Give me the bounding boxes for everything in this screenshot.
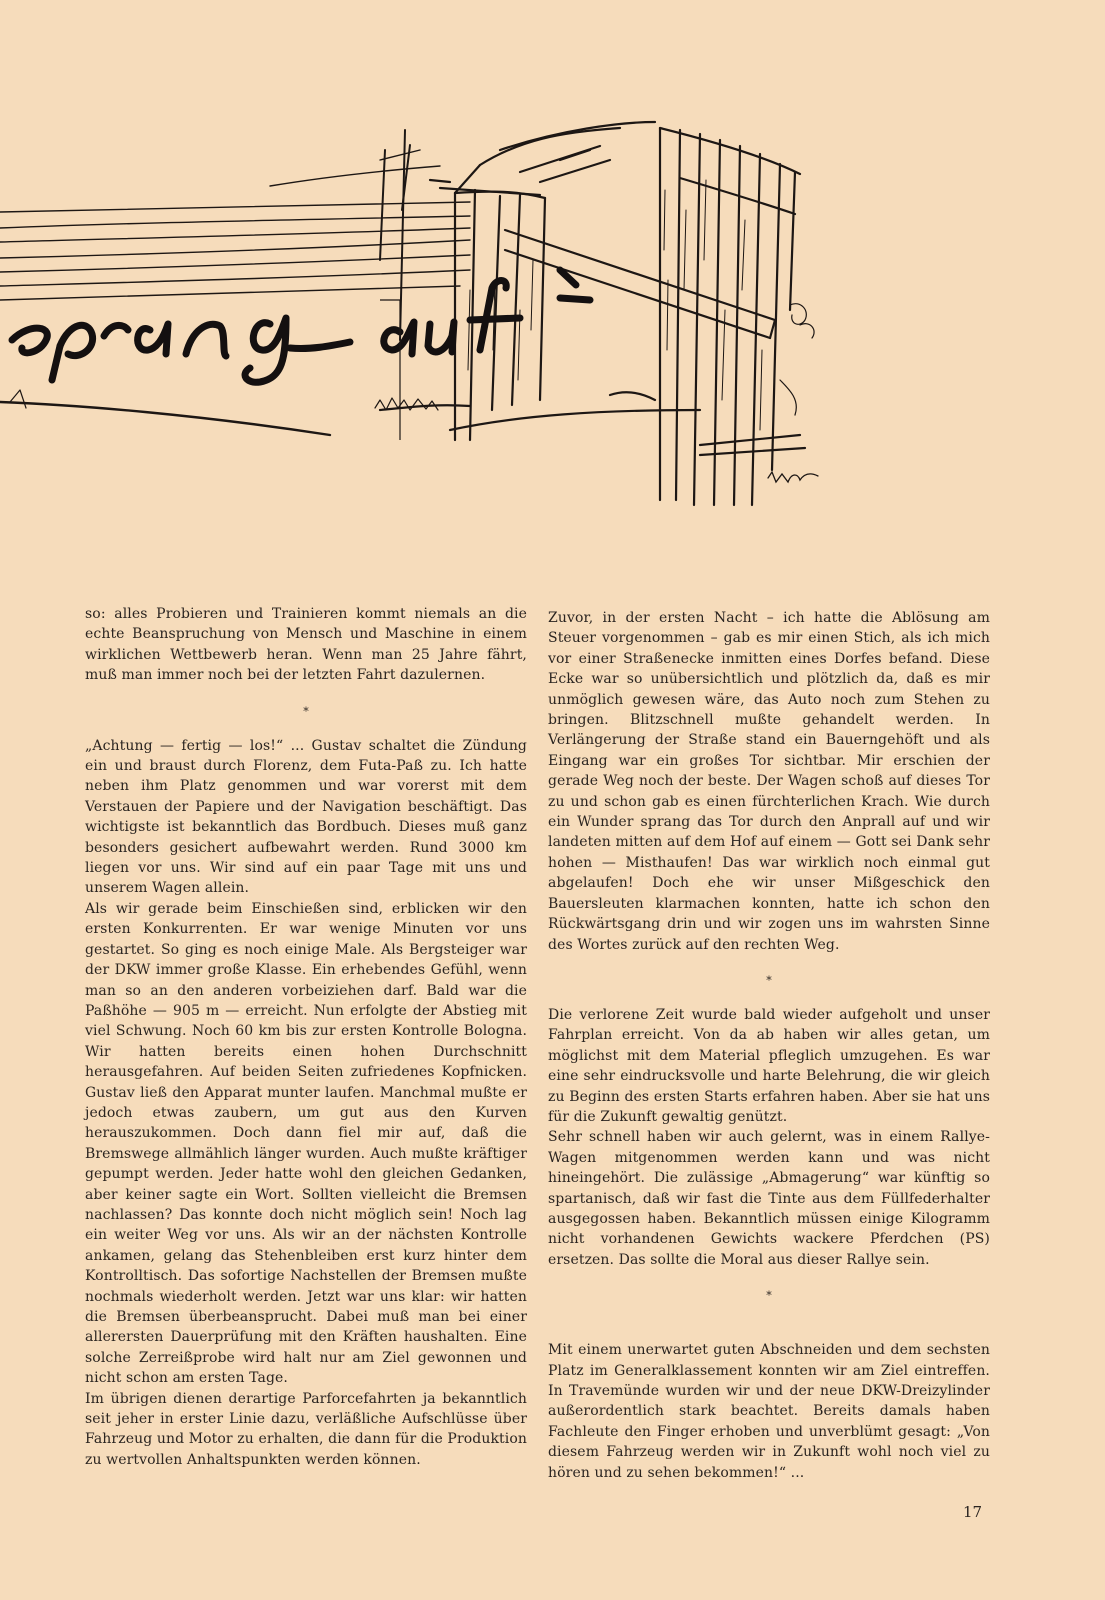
artist-signature [768,472,818,482]
right-paragraph-3: Sehr schnell haben wir auch gelernt, was in einem Rallye-Wagen mitgenommen werden kann und was nicht hineingehört. Die zulässige „Abmagerung“ war künftig so spartanisch, daß wir fast die Tinte aus dem Füllfederhalter ausgegossen haben. Bekanntlich müssen einige Kilogramm nicht vorhandenen Gewichts wackere Pferdchen (PS) ersetzen. Das sollte die Moral aus dieser Rallye sein. [548,1129,990,1268]
right-paragraph-1: Zuvor, in der ersten Nacht – ich hatte die Ablösung am Steuer vorgenommen – gab es mir einen Stich, als ich mich vor einer Straßenecke inmitten eines Dorfes befand. Diese Ecke war so unübersichtlich und plötzlich da, daß es mir unmöglich gewesen wäre, das Auto noch zum Stehen zu bringen. Blitzschnell mußte gehandelt werden. In Verlängerung der Straße stand ein Bauerngehöft und als Eingang war ein großes Tor sichtbar. Mir erschien der gerade Weg noch der beste. Der Wagen schoß auf dieses Tor zu und schon gab es einen fürchterlichen Krach. Wie durch ein Wunder sprang das Tor durch den Anprall auf und wir landeten mitten auf dem Hof auf einem — Gott sei Dank sehr hohen — Misthaufen! Das war wirklich noch einmal gut abgelaufen! Doch ehe wir unser Mißgeschick den Bauersleuten klarmachen konnten, hatte ich schon den Rückwärtsgang drin und wir zogen uns im wahrsten Sinne des Wortes zurück auf den rechten Weg. [548,610,990,953]
left-text-column [85,604,527,1470]
section-separator: * [303,704,309,718]
right-paragraph-4: Mit einem unerwartet guten Abschneiden und dem sechsten Platz im Generalklassement konnten wir am Ziel eintreffen. In Travemünde wurden wir und der neue DKW-Dreizylinder außerordentlich stark beachtet. Bereits damals haben Fachleute den Finger erhoben und unverblümt gesagt: „Von diesem Fahrzeug werden wir in Zukunft wohl noch viel zu hören und zu sehen bekommen!“ ... [548,1342,990,1481]
right-paragraph-2: Die verlorene Zeit wurde bald wieder aufgeholt und unser Fahrplan erreicht. Von da ab haben wir alles getan, um möglichst mit dem Material pfleglich umzugehen. Es war eine sehr eindrucksvolle und harte Belehrung, die wir gleich zu Beginn des ersten Starts erfahren haben. Aber sie hat uns für die Zukunft gewaltig genützt. [548,1006,990,1125]
left-paragraph-1: so: alles Probieren und Trainieren kommt niemals an die echte Beanspruchung von Mensch und Maschine in einem wirklichen Wettbewerb heran. Wenn man 25 Jahre fährt, muß man immer noch bei der letzten Fahrt dazulernen. [85,606,527,684]
barn-gate-illustration [0,110,850,520]
left-paragraph-4: Im übrigen dienen derartige Parforcefahrten ja bekanntlich seit jeher in erster Linie dazu, verläßliche Aufschlüsse über Fahrzeug und Motor zu erhalten, die dann für die Produktion zu wertvollen Anhaltspunkten werden können. [85,1390,527,1468]
right-text-column [548,608,990,1483]
left-paragraph-3: Als wir gerade beim Einschießen sind, erblicken wir den ersten Konkurrenten. Er war wenige Minuten vor uns gestartet. So ging es noch einige Male. Als Bergsteiger war der DKW immer große Klasse. Ein erhebendes Gefühl, wenn man so an den anderen vorbeiziehen darf. Bald war die Paßhöhe — 905 m — erreicht. Nun erfolgte der Abstieg mit viel Schwung. Noch 60 km bis zur ersten Kontrolle Bologna. Wir hatten bereits einen hohen Durchschnitt herausgefahren. Auf beiden Seiten zufriedenes Kopfnicken. Gustav ließ den Apparat munter laufen. Manchmal mußte er jedoch etwas zaubern, um gut aus den Kurven herauszukommen. Doch dann fiel mir auf, daß die Bremswege allmählich länger wurden. Auch mußte kräftiger gepumpt werden. Jeder hatte wohl den gleichen Gedanken, aber keiner sagte ein Wort. Sollten vielleicht die Bremsen nachlassen? Das konnte doch nicht möglich sein! Noch lag ein weiter Weg vor uns. Als wir an der nächsten Kontrolle ankamen, gelang das Stehenbleiben erst kurz hinter dem Kontrolltisch. Das sofortige Nachstellen der Bremsen mußte nochmals wiederholt werden. Jetzt war uns klar: wir hatten die Bremsen überbeansprucht. Dabei muß man bei einer allerersten Dauerprüfung mit den Kräften haushalten. Eine solche Zerreißprobe wird halt nur am Ziel gewonnen und nicht schon am ersten Tage. [85,900,527,1387]
section-separator: * [766,1289,772,1303]
left-paragraph-2: „Achtung — fertig — los!“ ... Gustav schaltet die Zündung ein und braust durch Florenz, dem Futa-Paß zu. Ich hatte neben ihm Platz genommen und war vorerst mit dem Verstauen der Papiere und der Navigation beschäftigt. Das wichtigste ist bekanntlich das Bordbuch. Dieses muß ganz besonders gesichert aufbewahrt werden. Rund 3000 km liegen vor uns. Wir sind auf ein paar Tage mit uns und unserem Wagen allein. [85,737,527,897]
section-separator: * [766,973,772,987]
page-number: 17 [963,1503,983,1521]
